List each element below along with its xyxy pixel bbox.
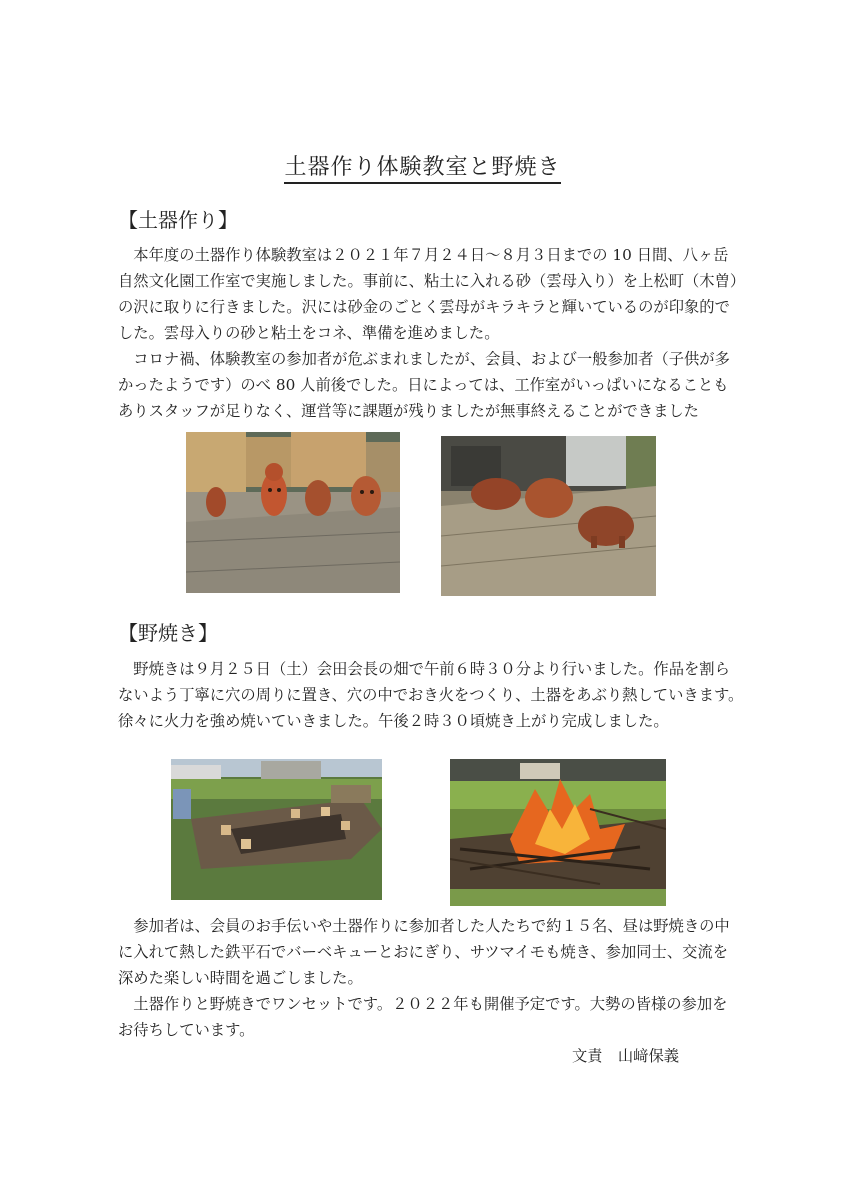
- page-title: [0, 150, 845, 181]
- text-line: の沢に取りに行きました。沢には砂金のごとく雲母がキラキラと輝いているのが印象的で: [118, 298, 730, 316]
- text-line: 本年度の土器作り体験教室は２０２１年７月２４日～８月３日までの 10 日間、八ヶ岳: [133, 246, 729, 264]
- photo-clay-figures-image: [186, 432, 400, 593]
- section-heading-noyaki: 【野焼き】: [118, 621, 218, 645]
- photo-bonfire-image: [450, 759, 666, 906]
- section-heading-doki: 【土器作り】: [118, 208, 238, 232]
- text-line: 野焼きは９月２５日（土）会田会長の畑で午前６時３０分より行いました。作品を割ら: [133, 660, 730, 678]
- photo-clay-figures: [186, 432, 400, 593]
- paragraph-doki-participants: [118, 346, 730, 424]
- photo-pots-around-pit: [171, 759, 382, 900]
- signature: 文責 山﨑保義: [572, 1047, 680, 1065]
- page-title-text: 土器作り体験教室と野焼き: [284, 155, 560, 184]
- text-line: ないよう丁寧に穴の周りに置き、穴の中でおき火をつくり、土器をあぶり熱していきます。: [118, 686, 744, 704]
- text-line: お待ちしています。: [118, 1021, 255, 1039]
- text-line: ありスタッフが足りなく、運営等に課題が残りましたが無事終えることができました: [118, 402, 699, 420]
- photo-animal-pots: [441, 436, 656, 596]
- photo-pots-around-pit-image: [171, 759, 382, 900]
- text-line: かったようです）のべ 80 人前後でした。日によっては、工作室がいっぱいになることも: [118, 376, 729, 394]
- paragraph-doki-intro: [118, 242, 746, 346]
- paragraph-noyaki-lunch: [118, 913, 730, 991]
- text-line: コロナ禍、体験教室の参加者が危ぶまれましたが、会員、および一般参加者（子供が多: [133, 350, 730, 368]
- text-line: 深めた楽しい時間を過ごしました。: [118, 969, 363, 987]
- photo-bonfire: [450, 759, 666, 906]
- photo-animal-pots-image: [441, 436, 656, 596]
- text-line: 参加者は、会員のお手伝いや土器作りに参加者した人たちで約１５名、昼は野焼きの中: [133, 917, 730, 935]
- text-line: 徐々に火力を強め焼いていきました。午後２時３０頃焼き上がり完成しました。: [118, 712, 669, 730]
- paragraph-noyaki-process: [118, 656, 744, 734]
- paragraph-closing: [118, 991, 730, 1043]
- text-line: した。雲母入りの砂と粘土をコネ、準備を進めました。: [118, 324, 500, 342]
- text-line: に入れて熱した鉄平石でバーベキューとおにぎり、サツマイモも焼き、参加同士、交流を: [118, 943, 729, 961]
- text-line: 土器作りと野焼きでワンセットです。２０２２年も開催予定です。大勢の皆様の参加を: [133, 995, 728, 1013]
- text-line: 自然文化園工作室で実施しました。事前に、粘土に入れる砂（雲母入り）を上松町（木曽）: [118, 272, 746, 290]
